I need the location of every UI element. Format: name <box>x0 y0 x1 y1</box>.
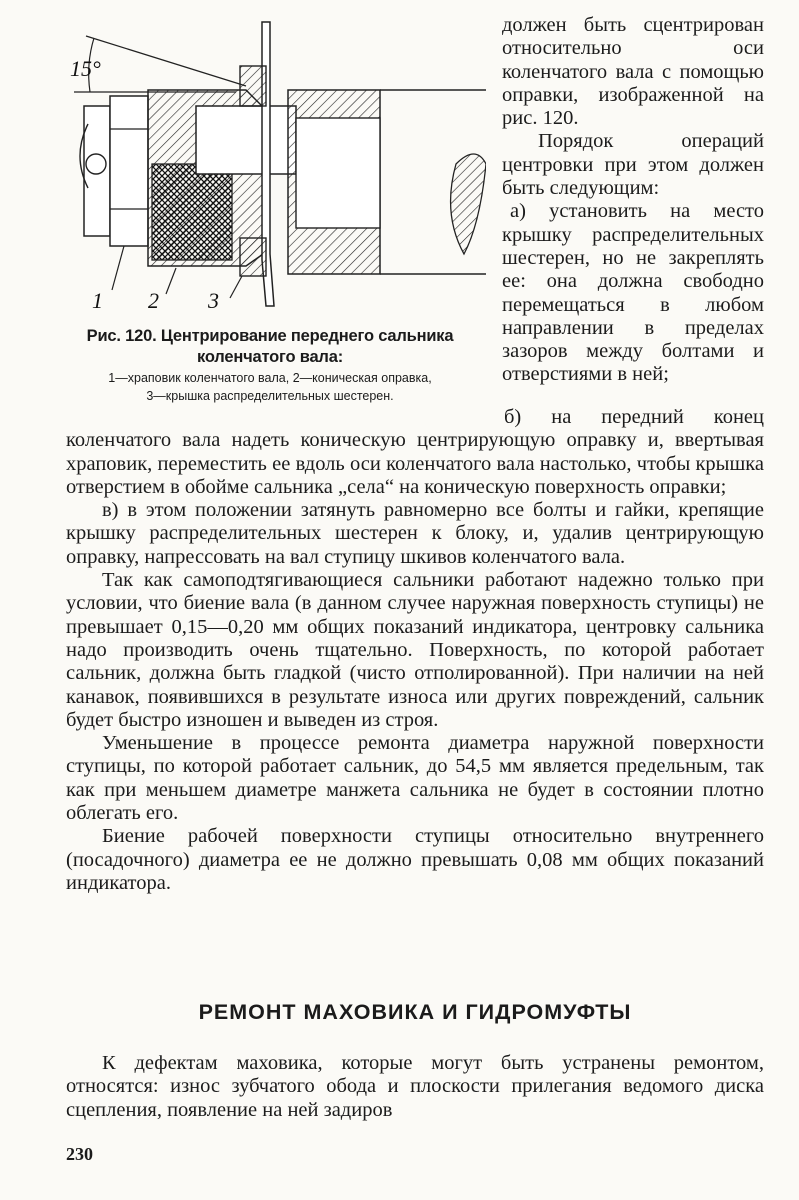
section-heading: РЕМОНТ МАХОВИКА И ГИДРОМУФТЫ <box>198 1000 632 1024</box>
callout-3: 3 <box>208 288 219 313</box>
main-text <box>66 406 764 895</box>
paragraph-item-a: а) установить на место крышку распределительных шестерен, но не закреплять ее: она должна свободно перемещаться в любом направлении в пределах зазоров между болтами и отверстиями в ней; <box>502 200 764 386</box>
figure-caption <box>60 326 480 404</box>
caption-title-line1: Рис. 120. Центрирование переднего сальника <box>86 327 454 345</box>
caption-title-line2: коленчатого вала: <box>197 348 343 366</box>
figure-120 <box>66 14 486 314</box>
tail-text <box>66 1052 764 1122</box>
paragraph-beating: Биение рабочей поверхности ступицы относительно внутреннего (посадочного) диаметра ее не должно превышать 0,08 мм общих показаний индикатора. <box>66 825 764 894</box>
angle-label: 15° <box>70 56 101 81</box>
page-number: 230 <box>66 1144 93 1164</box>
paragraph-diameter: Уменьшение в процессе ремонта диаметра наружной поверхности ступицы, по которой работает сальник, до 54,5 мм является предельным, так как при меньшем диаметре манжета сальника не будет в состоянии плотно облегать его. <box>66 732 764 825</box>
caption-legend-line1: 1—храповик коленчатого вала, 2—коническая оправка, <box>108 371 432 385</box>
caption-legend-line2: 3—крышка распределительных шестерен. <box>146 389 394 403</box>
right-column-text <box>502 14 764 387</box>
paragraph-item-b: б) на передний конец коленчатого вала надеть коническую центрирующую оправку и, ввертывая храповик, переместить ее вдоль оси коленчатого вала настолько, чтобы крышка отверстием в обойме сальника „села“ на коническую поверхность оправки; <box>66 406 764 498</box>
callout-1: 1 <box>92 288 103 313</box>
paragraph-continued: должен быть сцентрирован относительно оси коленчатого вала с помощью оправки, изображенной на рис. 120. <box>502 14 764 130</box>
paragraph-runout: Так как самоподтягивающиеся сальники работают надежно только при условии, что биение вала (в данном случее наружная поверхность ступицы) не превышает 0,15—0,20 мм общих показаний индикатора, центровку сальника надо производить очень тщательно. Поверхность, по которой работает сальник, должна быть гладкой (чисто отполированной). При наличии на ней канавок, появившихся в результате износа или других повреждений, сальник будет быстро изношен и выведен из строя. <box>66 569 764 731</box>
paragraph-item-v: в) в этом положении затянуть равномерно все болты и гайки, крепящие крышку распределительных шестерен к блоку, и, удалив центрирующую оправку, напрессовать на вал ступицу шкивов коленчатого вала. <box>66 499 764 568</box>
paragraph-order: Порядок операций центровки при этом должен быть следующим: <box>502 130 764 200</box>
crankshaft-seal-drawing <box>66 14 486 314</box>
callout-2: 2 <box>148 288 159 313</box>
paragraph-flywheel-defects: К дефектам маховика, которые могут быть устранены ремонтом, относятся: износ зубчатого обода и плоскости прилегания ведомого диска сцепления, появление на ней задиров <box>66 1052 764 1121</box>
